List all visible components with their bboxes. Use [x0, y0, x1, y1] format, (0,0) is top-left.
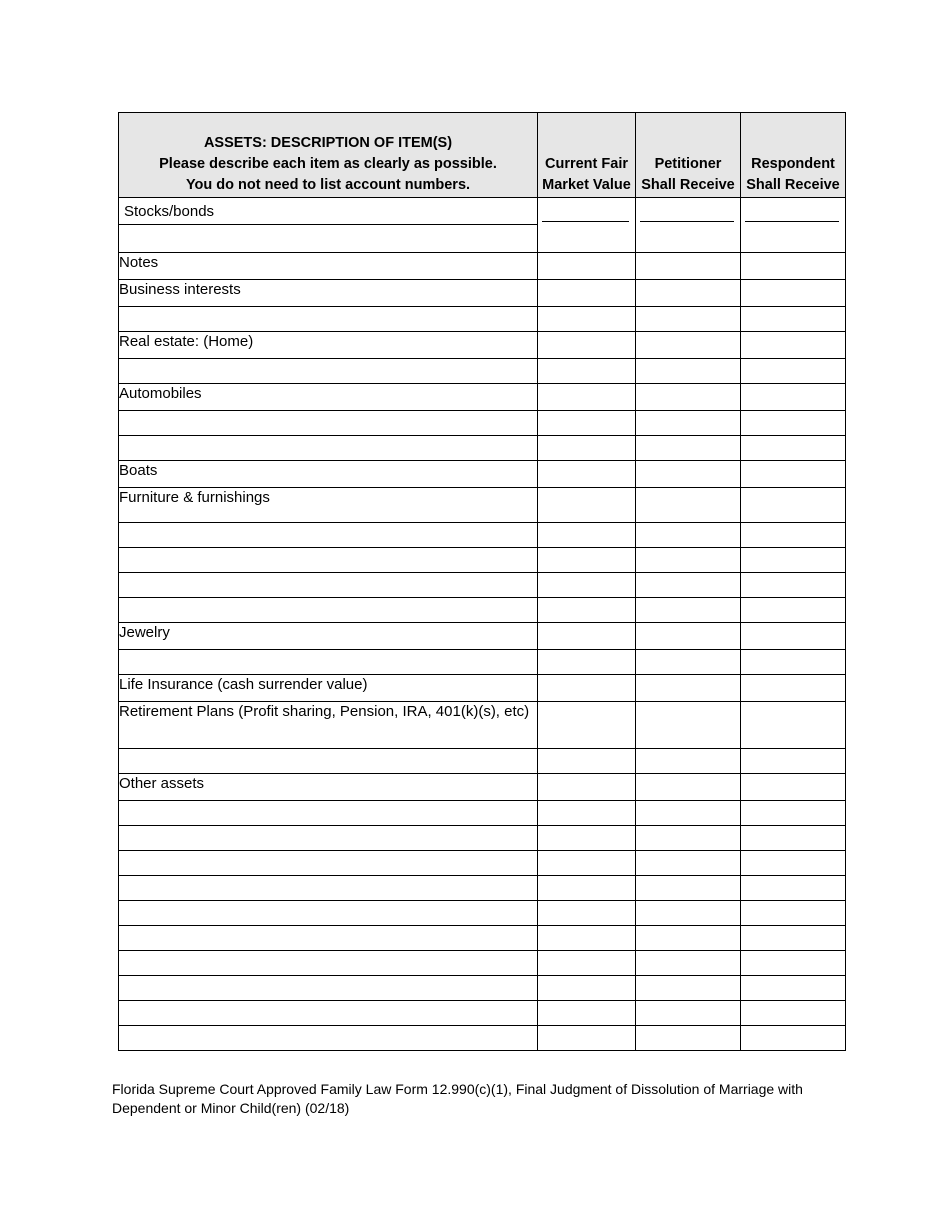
petitioner-cell[interactable] [636, 774, 741, 801]
value-cell[interactable] [538, 976, 636, 1001]
petitioner-cell[interactable] [636, 876, 741, 901]
value-cell[interactable] [538, 876, 636, 901]
petitioner-cell[interactable] [636, 826, 741, 851]
table-row [119, 623, 846, 650]
table-row [119, 901, 846, 926]
value-cell[interactable] [538, 359, 636, 384]
value-cell[interactable] [538, 749, 636, 774]
petitioner-cell[interactable] [636, 384, 741, 411]
table-row [119, 436, 846, 461]
respondent-cell[interactable] [741, 623, 846, 650]
entry-underline [542, 221, 629, 222]
petitioner-cell[interactable] [636, 901, 741, 926]
petitioner-cell[interactable] [636, 623, 741, 650]
respondent-cell[interactable] [741, 488, 846, 523]
value-cell[interactable] [538, 702, 636, 749]
value-cell[interactable] [538, 901, 636, 926]
respondent-cell[interactable] [741, 876, 846, 901]
item-description-cell[interactable]: Notes [119, 253, 538, 280]
respondent-cell[interactable] [741, 384, 846, 411]
item-description-cell[interactable] [119, 901, 538, 926]
petitioner-column-header: Petitioner Shall Receive [636, 113, 741, 198]
item-description-cell[interactable] [119, 650, 538, 675]
item-description-cell[interactable] [119, 1001, 538, 1026]
item-description-cell[interactable] [119, 598, 538, 623]
petitioner-cell[interactable] [636, 926, 741, 951]
value-cell[interactable] [538, 926, 636, 951]
value-cell[interactable] [538, 1001, 636, 1026]
entry-underline [640, 221, 734, 222]
value-cell[interactable] [538, 307, 636, 332]
respondent-cell[interactable] [741, 359, 846, 384]
item-description-cell[interactable] [119, 826, 538, 851]
respondent-cell[interactable] [741, 307, 846, 332]
entry-underline [745, 221, 839, 222]
petitioner-cell[interactable] [636, 702, 741, 749]
table-row [119, 876, 846, 901]
table-row [119, 926, 846, 951]
value-cell[interactable] [538, 461, 636, 488]
item-description-cell[interactable]: Jewelry [119, 623, 538, 650]
row-divider [118, 224, 538, 225]
item-description-cell[interactable]: Furniture & furnishings [119, 488, 538, 523]
item-description-cell[interactable] [119, 851, 538, 876]
respondent-cell[interactable] [741, 951, 846, 976]
value-cell[interactable] [538, 411, 636, 436]
value-cell[interactable] [538, 623, 636, 650]
header-instruction: Please describe each item as clearly as possible. [159, 156, 497, 172]
respondent-cell[interactable] [741, 702, 846, 749]
table-row [119, 801, 846, 826]
respondent-cell[interactable] [741, 411, 846, 436]
table-row [119, 851, 846, 876]
respondent-cell[interactable] [741, 573, 846, 598]
value-cell[interactable] [538, 951, 636, 976]
table-row [119, 253, 846, 280]
table-row [119, 523, 846, 548]
respondent-cell[interactable] [741, 548, 846, 573]
item-description-cell[interactable] [119, 411, 538, 436]
table-row [119, 675, 846, 702]
item-description-cell[interactable] [119, 951, 538, 976]
table-row [119, 749, 846, 774]
respondent-cell[interactable] [741, 1026, 846, 1051]
respondent-cell[interactable] [741, 749, 846, 774]
table-row [119, 359, 846, 384]
value-cell[interactable] [538, 488, 636, 523]
table-row [119, 702, 846, 749]
petitioner-cell[interactable] [636, 675, 741, 702]
petitioner-cell[interactable] [636, 436, 741, 461]
item-description-cell[interactable]: Other assets [119, 774, 538, 801]
value-cell[interactable] [538, 1026, 636, 1051]
petitioner-cell[interactable] [636, 280, 741, 307]
respondent-cell[interactable] [741, 826, 846, 851]
respondent-cell[interactable] [741, 675, 846, 702]
item-description-cell[interactable]: Boats [119, 461, 538, 488]
table-row [119, 1001, 846, 1026]
table-row [119, 461, 846, 488]
petitioner-cell[interactable] [636, 488, 741, 523]
respondent-cell[interactable] [741, 436, 846, 461]
value-cell[interactable] [538, 774, 636, 801]
item-description-cell[interactable] [119, 359, 538, 384]
petitioner-cell[interactable] [636, 411, 741, 436]
petitioner-cell[interactable] [636, 523, 741, 548]
respondent-cell[interactable] [741, 650, 846, 675]
table-row [119, 650, 846, 675]
petitioner-cell[interactable] [636, 1001, 741, 1026]
item-description-cell[interactable] [119, 926, 538, 951]
item-description-cell[interactable] [119, 1026, 538, 1051]
header-note: You do not need to list account numbers. [185, 177, 471, 193]
petitioner-cell[interactable] [636, 749, 741, 774]
value-cell[interactable] [538, 280, 636, 307]
value-cell[interactable] [538, 198, 636, 253]
petitioner-cell[interactable] [636, 307, 741, 332]
respondent-cell[interactable] [741, 332, 846, 359]
respondent-cell[interactable] [741, 280, 846, 307]
value-cell[interactable] [538, 253, 636, 280]
item-description-cell[interactable]: Real estate: (Home) [119, 332, 538, 359]
respondent-cell[interactable] [741, 253, 846, 280]
respondent-cell[interactable] [741, 901, 846, 926]
assets-table [118, 112, 846, 1051]
table-row [119, 573, 846, 598]
petitioner-cell[interactable] [636, 1026, 741, 1051]
respondent-cell[interactable] [741, 198, 846, 253]
value-cell[interactable] [538, 332, 636, 359]
table-row [119, 198, 846, 253]
table-row [119, 488, 846, 523]
petitioner-cell[interactable] [636, 253, 741, 280]
table-row [119, 548, 846, 573]
respondent-cell[interactable] [741, 851, 846, 876]
value-cell[interactable] [538, 573, 636, 598]
item-description-cell[interactable]: Stocks/bonds [119, 198, 538, 253]
table-row [119, 411, 846, 436]
item-description-cell[interactable] [119, 436, 538, 461]
petitioner-cell[interactable] [636, 650, 741, 675]
petitioner-cell[interactable] [636, 548, 741, 573]
table-row [119, 307, 846, 332]
item-description-cell[interactable] [119, 749, 538, 774]
value-cell[interactable] [538, 801, 636, 826]
petitioner-cell[interactable] [636, 598, 741, 623]
respondent-cell[interactable] [741, 976, 846, 1001]
item-description-cell[interactable] [119, 548, 538, 573]
assets-form [118, 112, 845, 1051]
petitioner-cell[interactable] [636, 573, 741, 598]
table-row [119, 280, 846, 307]
petitioner-cell[interactable] [636, 359, 741, 384]
value-cell[interactable] [538, 675, 636, 702]
petitioner-cell[interactable] [636, 951, 741, 976]
petitioner-cell[interactable] [636, 461, 741, 488]
header-title: ASSETS: DESCRIPTION OF ITEM(S) [203, 135, 453, 151]
item-description-cell[interactable]: Life Insurance (cash surrender value) [119, 675, 538, 702]
form-footer: Florida Supreme Court Approved Family Law Form 12.990(c)(1), Final Judgment of Dissolution of Marriage with Dependent or Minor Child(ren) (02/18) [112, 1081, 803, 1116]
item-description-cell[interactable] [119, 523, 538, 548]
table-row [119, 384, 846, 411]
petitioner-cell[interactable] [636, 198, 741, 253]
petitioner-cell[interactable] [636, 851, 741, 876]
value-column-header: Current Fair Market Value [538, 113, 636, 198]
table-row [119, 774, 846, 801]
value-cell[interactable] [538, 650, 636, 675]
value-cell[interactable] [538, 851, 636, 876]
value-cell[interactable] [538, 384, 636, 411]
respondent-column-header: Respondent Shall Receive [741, 113, 846, 198]
respondent-cell[interactable] [741, 926, 846, 951]
value-cell[interactable] [538, 598, 636, 623]
respondent-cell[interactable] [741, 461, 846, 488]
petitioner-cell[interactable] [636, 976, 741, 1001]
table-row [119, 826, 846, 851]
item-description-cell[interactable] [119, 573, 538, 598]
table-row [119, 332, 846, 359]
value-cell[interactable] [538, 436, 636, 461]
respondent-cell[interactable] [741, 801, 846, 826]
item-description-cell[interactable] [119, 976, 538, 1001]
respondent-cell[interactable] [741, 1001, 846, 1026]
respondent-cell[interactable] [741, 774, 846, 801]
item-description-cell[interactable]: Business interests [119, 280, 538, 307]
respondent-cell[interactable] [741, 598, 846, 623]
table-row [119, 976, 846, 1001]
item-description-cell[interactable] [119, 801, 538, 826]
table-row [119, 598, 846, 623]
respondent-cell[interactable] [741, 523, 846, 548]
value-cell[interactable] [538, 826, 636, 851]
table-row [119, 951, 846, 976]
item-description-cell[interactable]: Retirement Plans (Profit sharing, Pension, IRA, 401(k)(s), etc) [119, 702, 538, 749]
item-description-cell[interactable] [119, 307, 538, 332]
value-cell[interactable] [538, 548, 636, 573]
petitioner-cell[interactable] [636, 801, 741, 826]
item-description-cell[interactable]: Automobiles [119, 384, 538, 411]
value-cell[interactable] [538, 523, 636, 548]
petitioner-cell[interactable] [636, 332, 741, 359]
item-description-cell[interactable] [119, 876, 538, 901]
description-column-header [119, 113, 538, 198]
table-row [119, 1026, 846, 1051]
